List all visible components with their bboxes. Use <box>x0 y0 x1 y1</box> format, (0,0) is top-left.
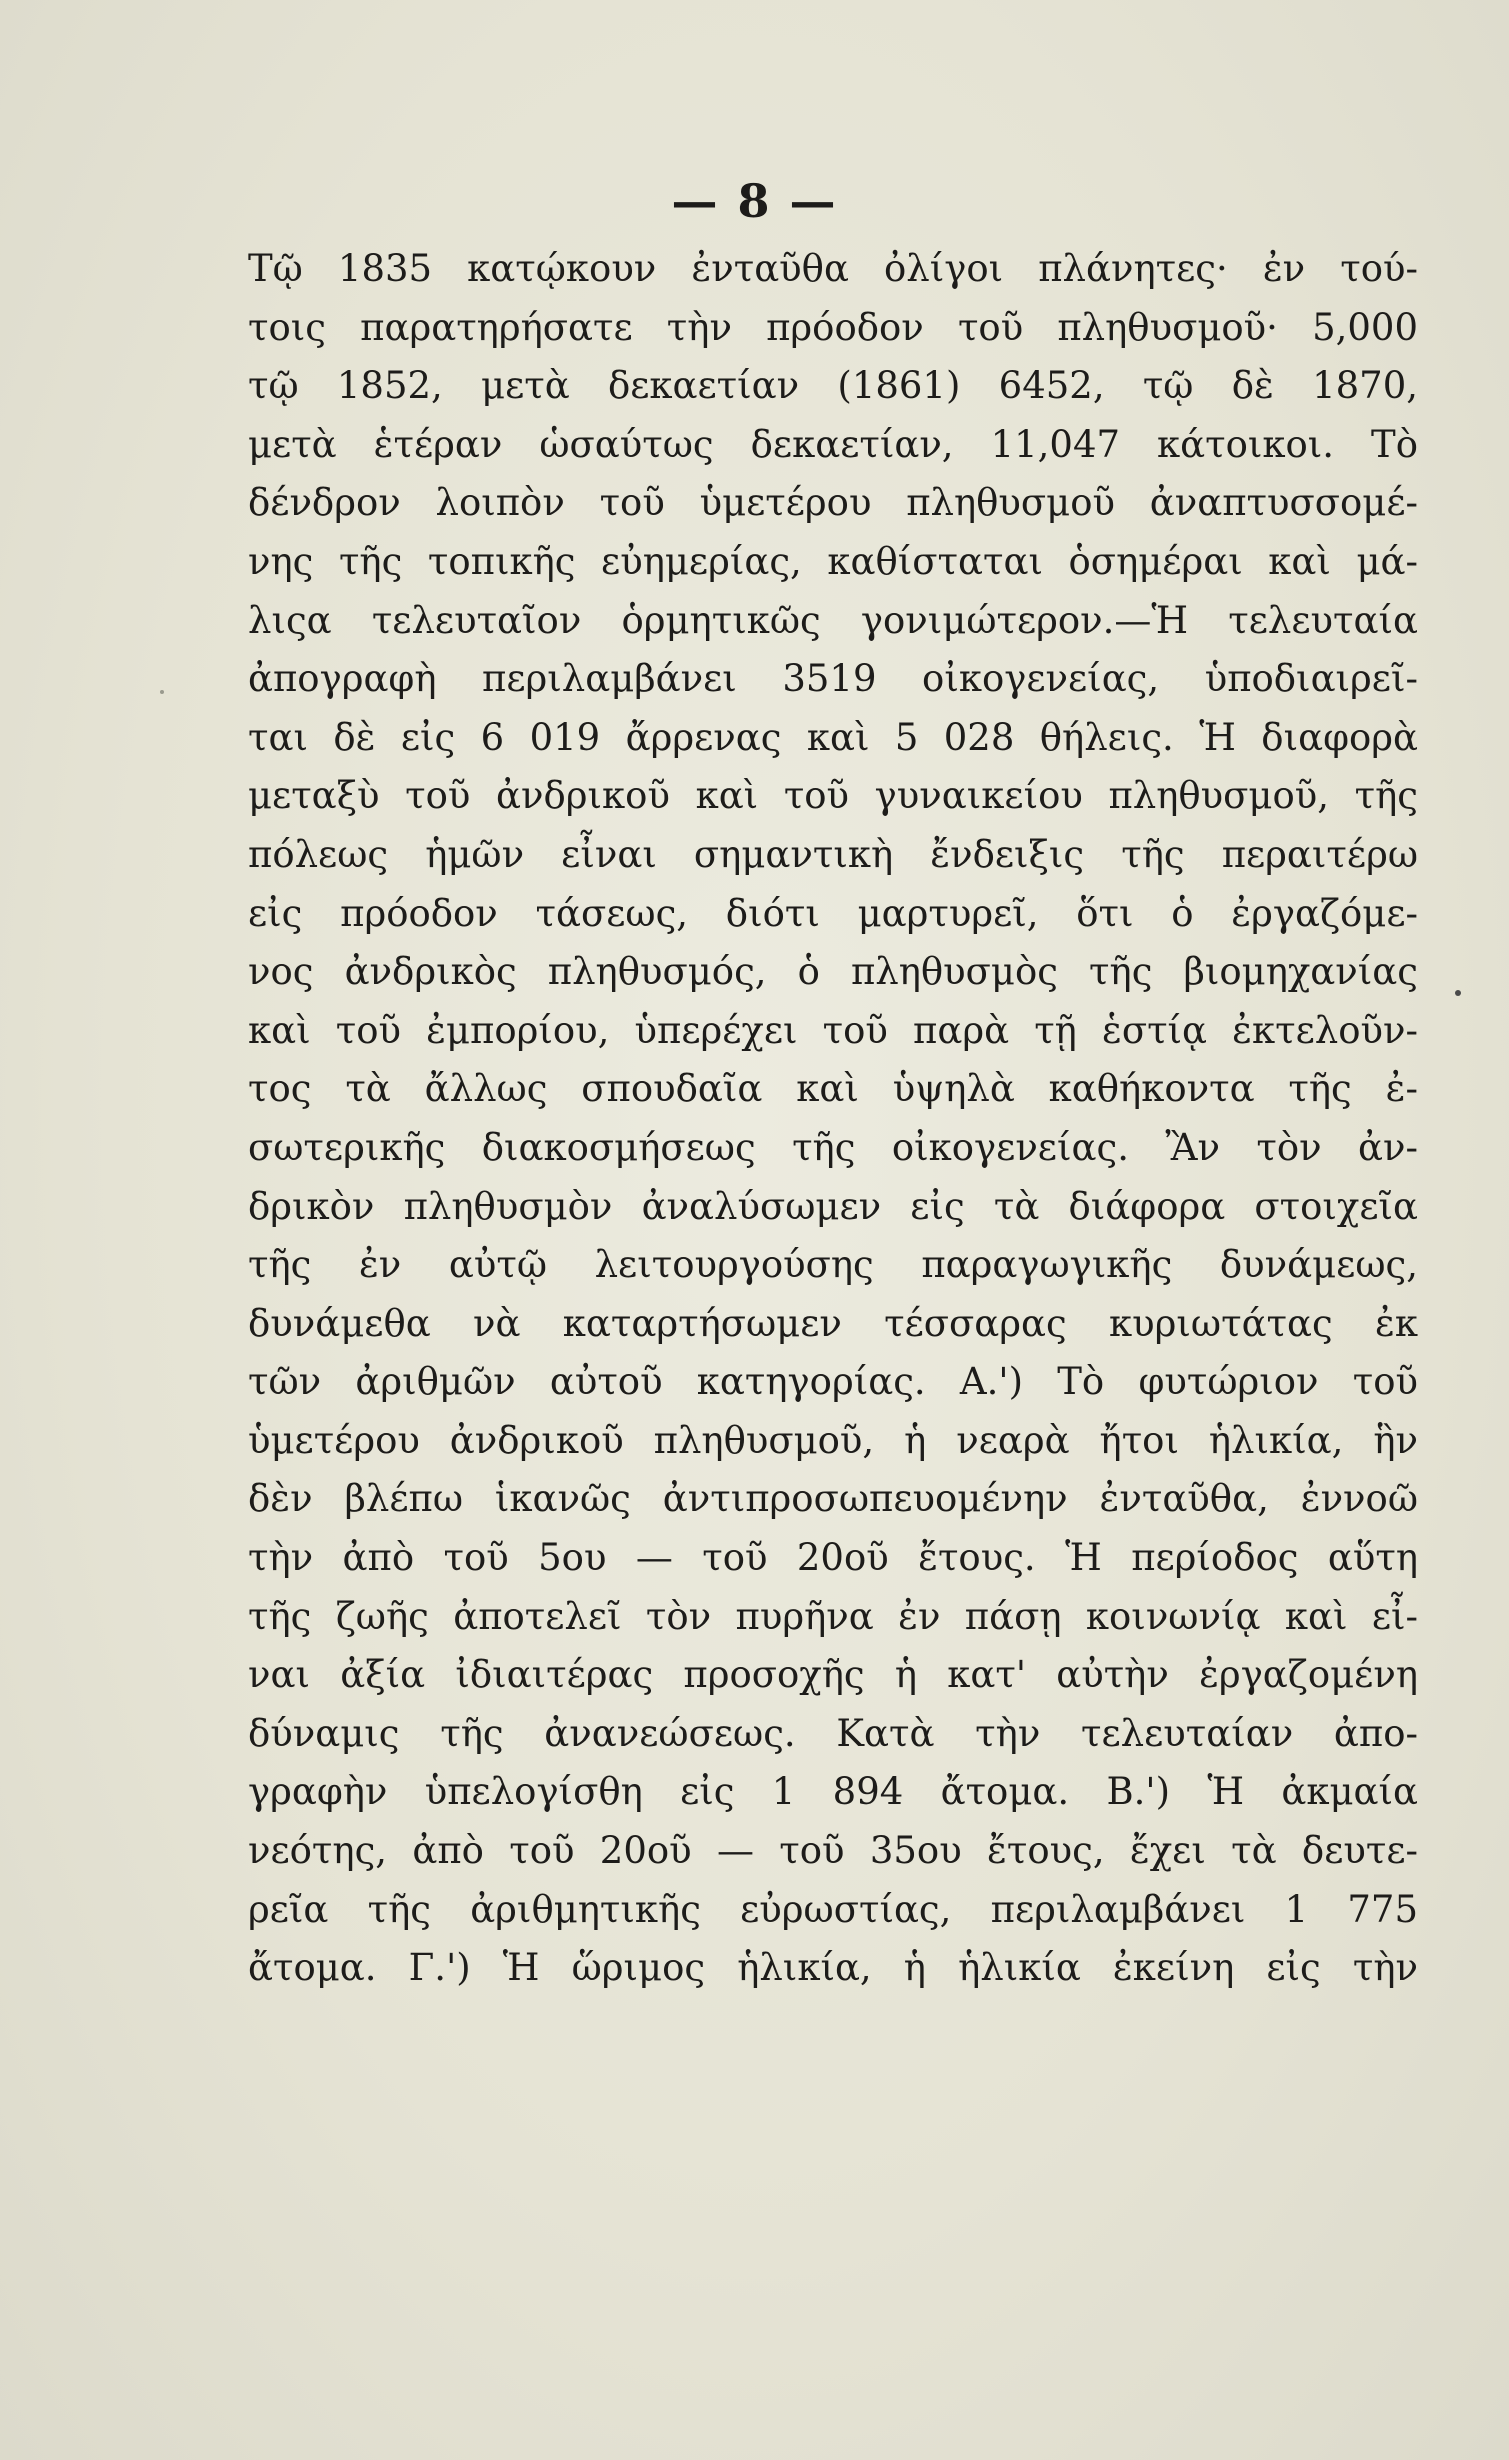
text-line: νος ἀνδρικὸς πληθυσμός, ὁ πληθυσμὸς τῆς βιομηχανίας <box>248 950 1418 994</box>
text-line: μεταξὺ τοῦ ἀνδρικοῦ καὶ τοῦ γυναικείου πληθυσμοῦ, τῆς <box>248 774 1418 818</box>
margin-dot <box>1455 990 1461 996</box>
text-line: δὲν βλέπω ἱκανῶς ἀντιπροσωπευομένην ἐνταῦθα, ἐννοῶ <box>248 1477 1418 1521</box>
text-line: δένδρον λοιπὸν τοῦ ὑμετέρου πληθυσμοῦ ἀναπτυσσομέ- <box>248 481 1418 525</box>
text-line: ἄτομα. Γ.') Ἡ ὥριμος ἡλικία, ἡ ἡλικία ἐκείνη εἰς τὴν <box>248 1946 1418 1990</box>
text-line: δυνάμεθα νὰ καταρτήσωμεν τέσσαρας κυριωτάτας ἐκ <box>248 1301 1418 1345</box>
text-line: ται δὲ εἰς 6 019 ἄρρενας καὶ 5 028 θήλεις. Ἡ διαφορὰ <box>248 715 1418 759</box>
text-line: πόλεως ἡμῶν εἶναι σημαντικὴ ἔνδειξις τῆς περαιτέρω <box>248 832 1418 876</box>
text-line: λιςα τελευταῖον ὁρμητικῶς γονιμώτερον.—Ἡ τελευταία <box>248 598 1418 642</box>
text-line: ναι ἀξία ἰδιαιτέρας προσοχῆς ἡ κατ' αὐτὴν ἐργαζομένη <box>248 1653 1418 1697</box>
text-line: τος τὰ ἄλλως σπουδαῖα καὶ ὑψηλὰ καθήκοντα τῆς ἐ- <box>248 1067 1418 1111</box>
text-line: τῆς ζωῆς ἀποτελεῖ τὸν πυρῆνα ἐν πάσῃ κοινωνίᾳ καὶ εἶ- <box>248 1594 1418 1638</box>
text-line: τῶν ἀριθμῶν αὐτοῦ κατηγορίας. Α.') Τὸ φυτώριον τοῦ <box>248 1360 1418 1404</box>
text-line: καὶ τοῦ ἐμπορίου, ὑπερέχει τοῦ παρὰ τῇ ἑστίᾳ ἐκτελοῦν- <box>248 1008 1418 1052</box>
text-line: ὑμετέρου ἀνδρικοῦ πληθυσμοῦ, ἡ νεαρὰ ἤτοι ἡλικία, ἣν <box>248 1418 1418 1462</box>
margin-speck <box>160 690 164 694</box>
text-line: σωτερικῆς διακοσμήσεως τῆς οἰκογενείας. Ἂν τὸν ἀν- <box>248 1125 1418 1169</box>
text-line: τὴν ἀπὸ τοῦ 5ου — τοῦ 20οῦ ἔτους. Ἡ περίοδος αὕτη <box>248 1536 1418 1580</box>
text-line: ρεῖα τῆς ἀριθμητικῆς εὐρωστίας, περιλαμβάνει 1 775 <box>248 1887 1418 1931</box>
text-line: τῆς ἐν αὐτῷ λειτουργούσης παραγωγικῆς δυνάμεως, <box>248 1243 1418 1287</box>
text-line: δρικὸν πληθυσμὸν ἀναλύσωμεν εἰς τὰ διάφορα στοιχεῖα <box>248 1184 1418 1228</box>
body-text <box>248 240 1418 1998</box>
text-line: εἰς πρόοδον τάσεως, διότι μαρτυρεῖ, ὅτι ὁ ἐργαζόμε- <box>248 891 1418 935</box>
text-line: τοις παρατηρήσατε τὴν πρόοδον τοῦ πληθυσμοῦ· 5,000 <box>248 305 1418 349</box>
text-line: γραφὴν ὑπελογίσθη εἰς 1 894 ἄτομα. Β.') Ἡ ἀκμαία <box>248 1770 1418 1814</box>
text-line: Τῷ 1835 κατῴκουν ἐνταῦθα ὀλίγοι πλάνητες· ἐν τού- <box>248 247 1418 290</box>
page-number: — 8 — <box>671 174 838 228</box>
text-line: νης τῆς τοπικῆς εὐημερίας, καθίσταται ὁσημέραι καὶ μά- <box>248 539 1418 583</box>
text-line: μετὰ ἑτέραν ὡσαύτως δεκαετίαν, 11,047 κάτοικοι. Τὸ <box>248 422 1418 466</box>
text-line: ἀπογραφὴ περιλαμβάνει 3519 οἰκογενείας, ὑποδιαιρεῖ- <box>248 657 1418 701</box>
text-line: δύναμις τῆς ἀνανεώσεως. Κατὰ τὴν τελευταίαν ἀπο- <box>248 1711 1418 1755</box>
text-line: τῷ 1852, μετὰ δεκαετίαν (1861) 6452, τῷ δὲ 1870, <box>248 364 1418 408</box>
text-line: νεότης, ἀπὸ τοῦ 20οῦ — τοῦ 35ου ἔτους, ἔχει τὰ δευτε- <box>248 1829 1418 1873</box>
